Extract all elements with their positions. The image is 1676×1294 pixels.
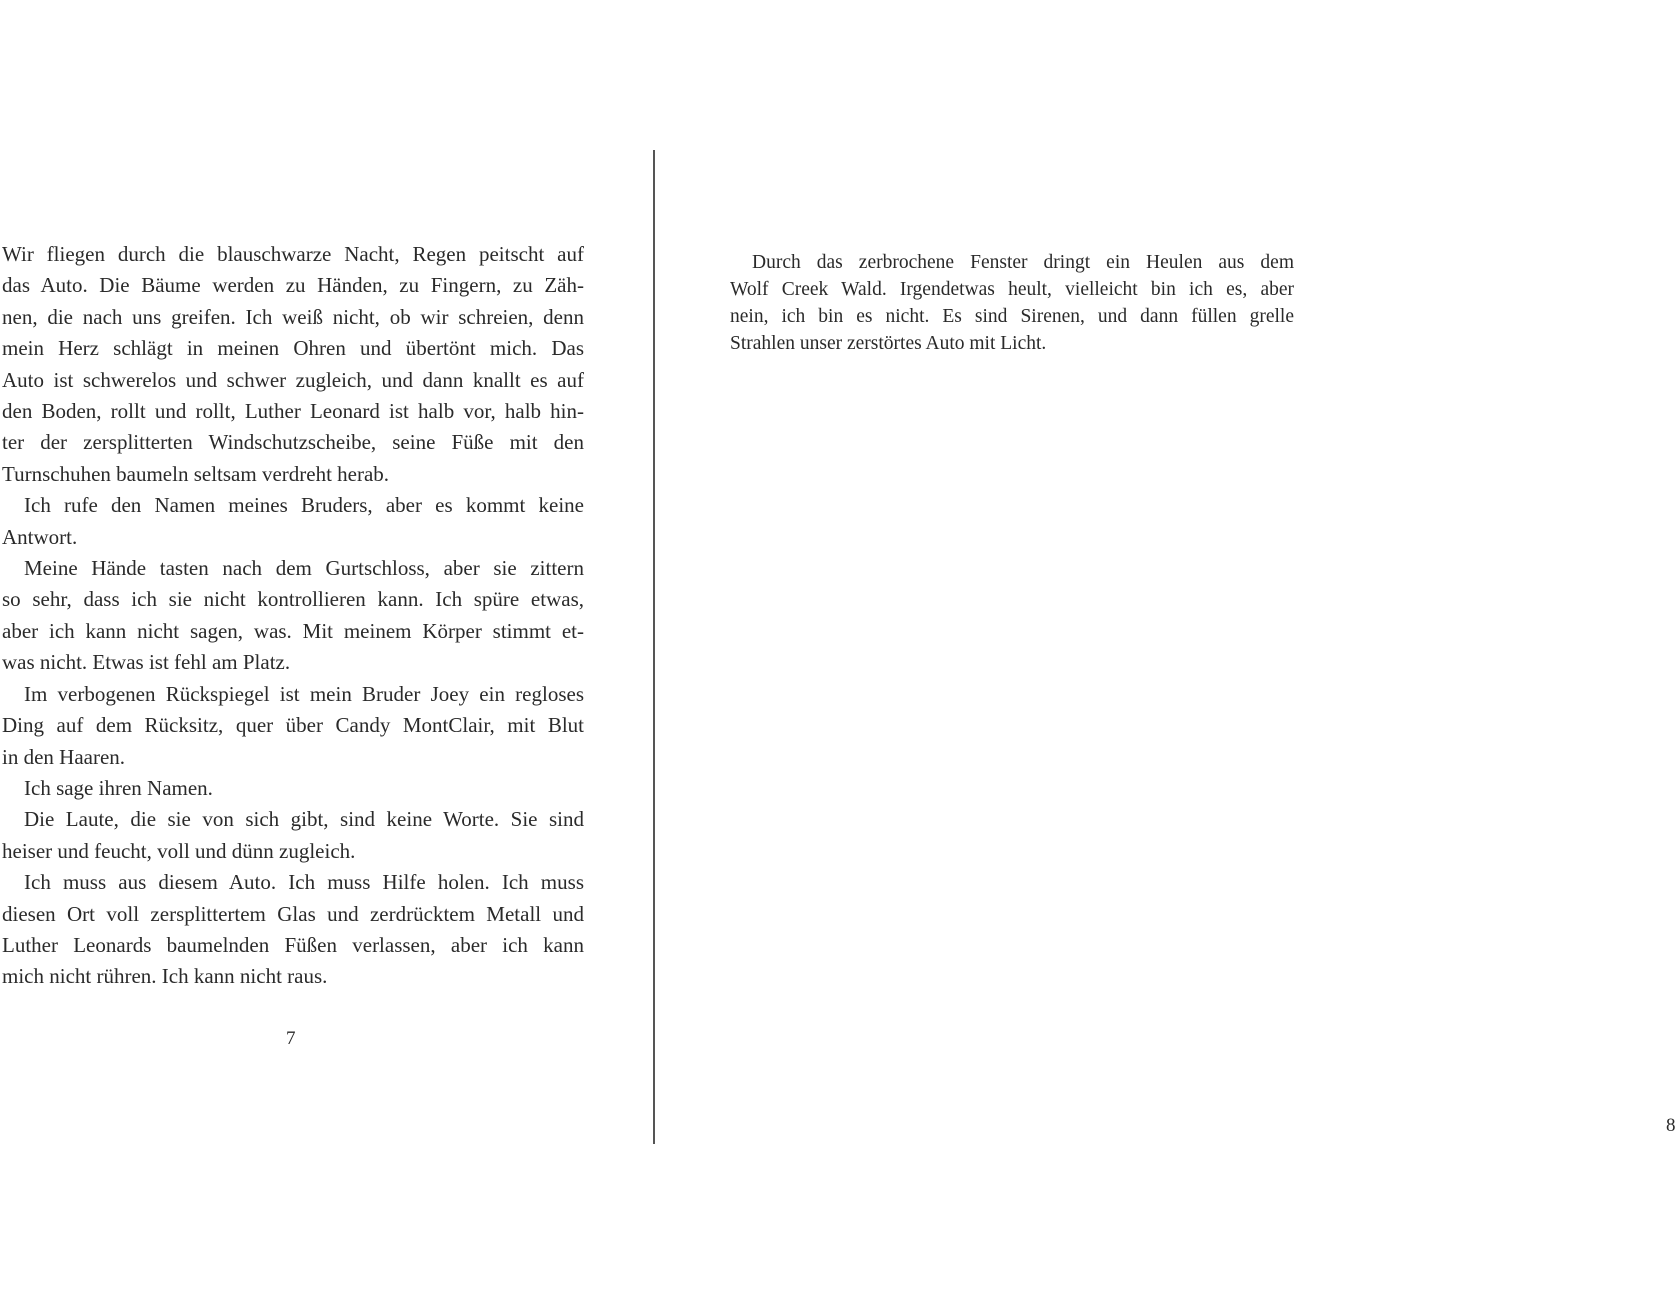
text-line: diesen Ort voll zersplittertem Glas und zerdrücktem Metall und — [2, 901, 584, 926]
text-line: das Auto. Die Bäume werden zu Händen, zu Fingern, zu Zäh- — [2, 273, 584, 298]
paragraph — [2, 867, 584, 993]
text-line: Durch das zerbrochene Fenster dringt ein Heulen aus dem — [752, 252, 1294, 273]
right-page-text — [730, 249, 1294, 357]
text-line: Antwort. — [2, 524, 78, 549]
text-line: Strahlen unser zerstörtes Auto mit Licht. — [730, 333, 1047, 354]
text-line: Auto ist schwerelos und schwer zugleich, und dann knallt es auf — [2, 367, 584, 392]
text-line: aber ich kann nicht sagen, was. Mit meinem Körper stimmt et- — [2, 618, 584, 643]
paragraph — [730, 249, 1294, 357]
text-line: Wolf Creek Wald. Irgendetwas heult, vielleicht bin ich es, aber — [730, 279, 1294, 300]
book-gutter-divider — [653, 150, 655, 1144]
paragraph — [2, 804, 584, 867]
text-line: nen, die nach uns greifen. Ich weiß nicht, ob wir schreien, denn — [2, 304, 584, 329]
left-page — [0, 0, 640, 1294]
text-line: Meine Hände tasten nach dem Gurtschloss, aber sie zittern — [24, 556, 584, 581]
text-line: heiser und feucht, voll und dünn zugleich. — [2, 838, 356, 863]
text-line: Die Laute, die sie von sich gibt, sind keine Worte. Sie sind — [24, 807, 584, 832]
text-line: Luther Leonards baumelnden Füßen verlassen, aber ich kann — [2, 932, 584, 957]
page-number-right: 8 — [1666, 1115, 1676, 1136]
right-page — [660, 0, 1676, 1294]
paragraph — [2, 773, 584, 804]
text-line: Ich sage ihren Namen. — [24, 775, 213, 800]
text-line: ter der zersplitterten Windschutzscheibe, seine Füße mit den — [2, 430, 584, 455]
text-line: mich nicht rühren. Ich kann nicht raus. — [2, 964, 328, 989]
text-line: Ich rufe den Namen meines Bruders, aber es kommt keine — [24, 493, 584, 518]
paragraph — [2, 490, 584, 553]
page-number-left: 7 — [286, 1028, 296, 1049]
text-line: nein, ich bin es nicht. Es sind Sirenen, und dann füllen grelle — [730, 306, 1294, 327]
text-line: Wir fliegen durch die blauschwarze Nacht, Regen peitscht auf — [2, 242, 584, 266]
text-line: Ich muss aus diesem Auto. Ich muss Hilfe holen. Ich muss — [24, 870, 584, 895]
paragraph — [2, 679, 584, 773]
paragraph — [2, 553, 584, 679]
text-line: den Boden, rollt und rollt, Luther Leonard ist halb vor, halb hin- — [2, 399, 584, 424]
text-line: Ding auf dem Rücksitz, quer über Candy MontClair, mit Blut — [2, 713, 584, 738]
text-line: in den Haaren. — [2, 744, 126, 769]
text-line: so sehr, dass ich sie nicht kontrollieren kann. Ich spüre etwas, — [2, 587, 584, 612]
left-page-text — [2, 239, 584, 993]
paragraph — [2, 239, 584, 490]
text-line: Turnschuhen baumeln seltsam verdreht herab. — [2, 461, 390, 486]
text-line: mein Herz schlägt in meinen Ohren und übertönt mich. Das — [2, 336, 584, 361]
text-line: was nicht. Etwas ist fehl am Platz. — [2, 650, 291, 675]
text-line: Im verbogenen Rückspiegel ist mein Bruder Joey ein regloses — [24, 681, 584, 706]
